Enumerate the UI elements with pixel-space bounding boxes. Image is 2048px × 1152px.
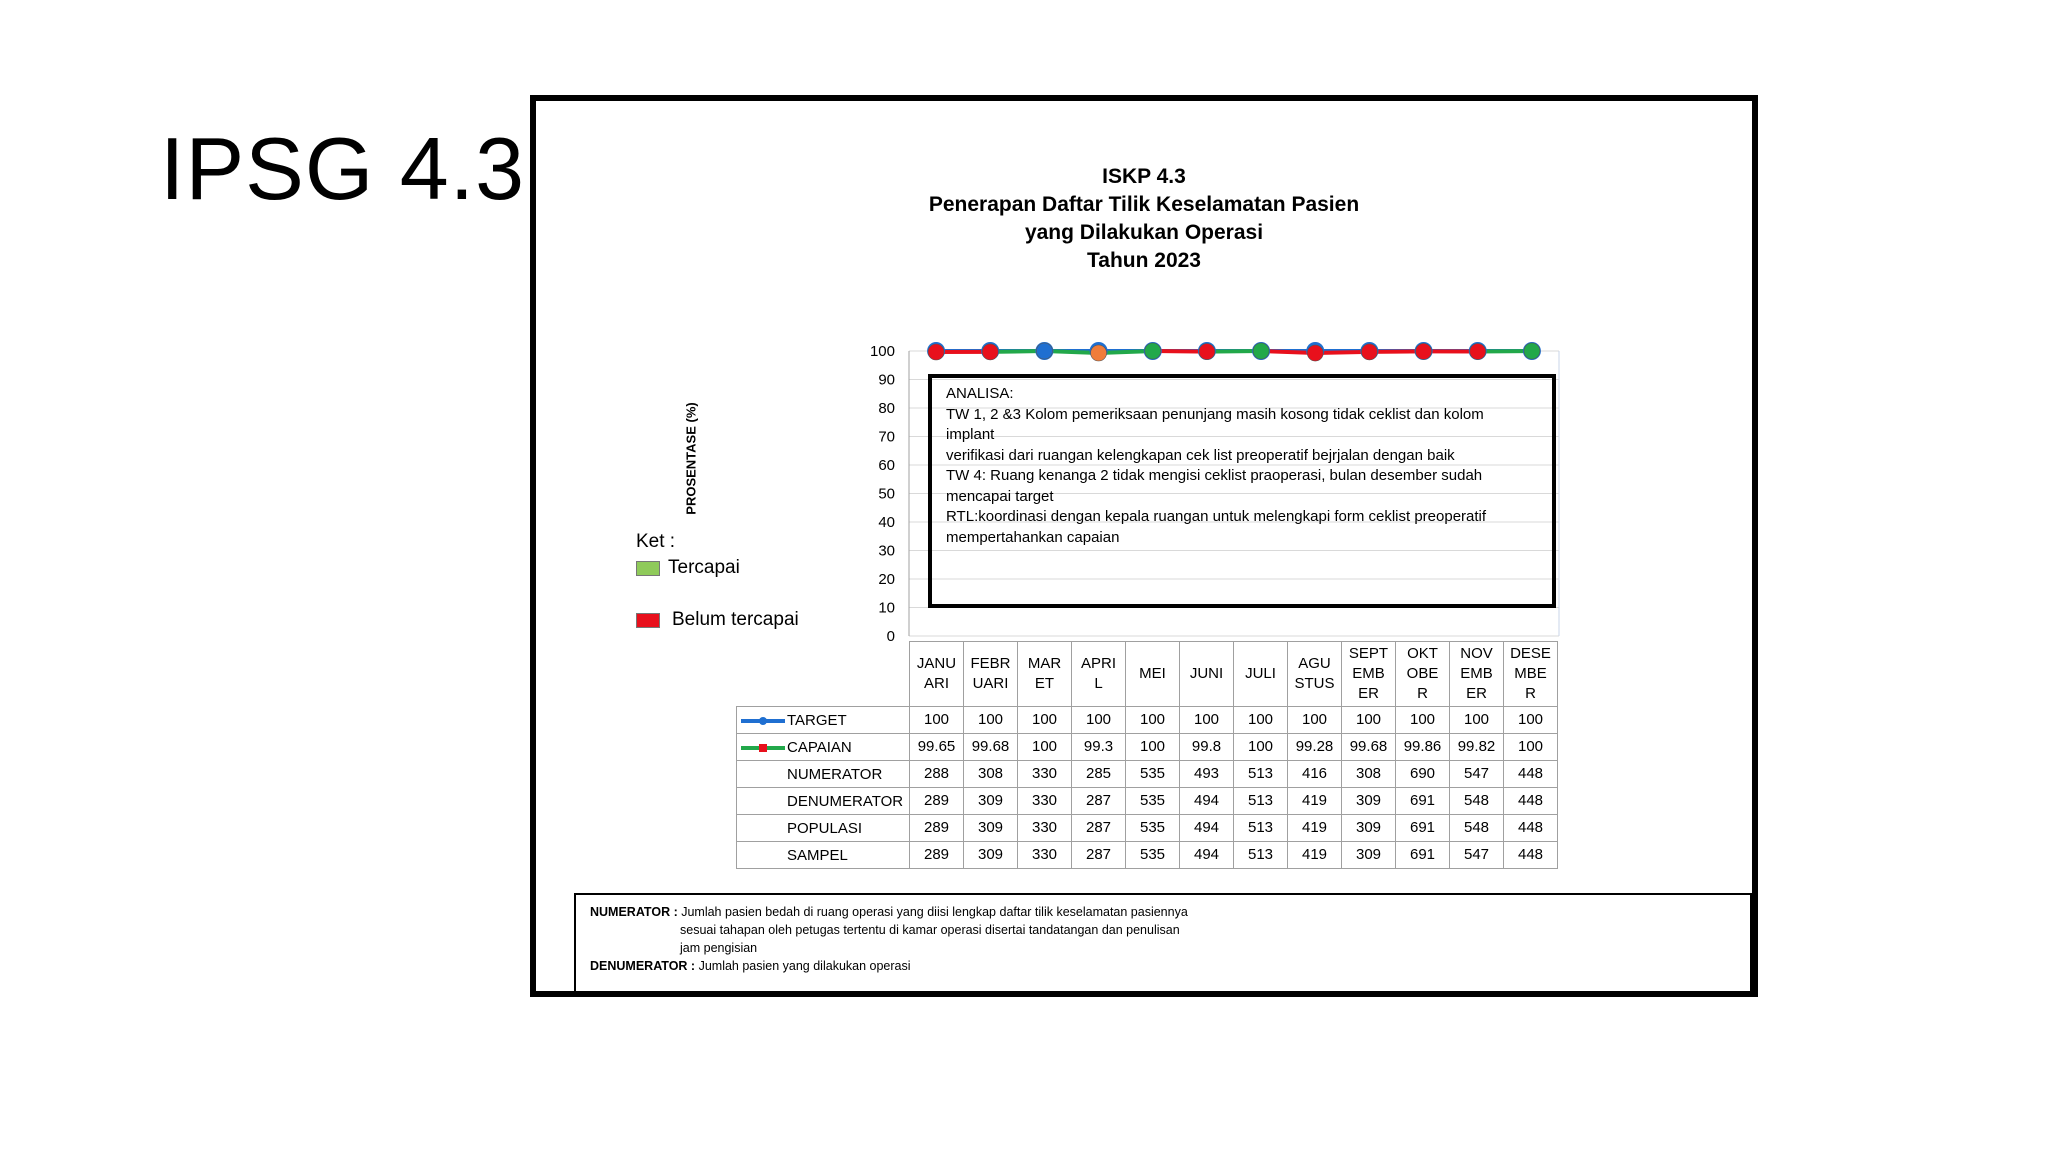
capaian-point — [1091, 345, 1107, 361]
definitions-box — [574, 893, 1752, 995]
table-cell: 448 — [1504, 761, 1558, 788]
table-cell: 419 — [1288, 842, 1342, 869]
table-cell: 691 — [1396, 815, 1450, 842]
x-tick-label — [1342, 642, 1396, 707]
data-table — [736, 641, 1558, 869]
x-tick-label-part: AGU — [1298, 655, 1331, 672]
y-tick-label: 70 — [878, 428, 895, 446]
table-cell: 690 — [1396, 761, 1450, 788]
x-tick-label — [1126, 642, 1180, 707]
table-cell: 494 — [1180, 788, 1234, 815]
x-tick-label-part: EMB — [1352, 665, 1385, 682]
table-cell: 493 — [1180, 761, 1234, 788]
x-tick-label-part: JANU — [916, 655, 957, 672]
legend-label: Belum tercapai — [672, 609, 799, 630]
slide-title: IPSG 4.3 — [160, 119, 526, 218]
row-legend-marker — [741, 717, 785, 725]
x-tick-label-part: EMB — [1460, 665, 1493, 682]
row-header-label: TARGET — [787, 711, 847, 729]
y-tick-label: 20 — [878, 571, 895, 588]
capaian-point — [1470, 344, 1486, 360]
table-cell: 547 — [1450, 842, 1504, 869]
table-corner — [737, 642, 910, 707]
row-header — [737, 734, 910, 761]
table-cell: 287 — [1072, 815, 1126, 842]
row-header-label: SAMPEL — [787, 846, 848, 864]
x-tick-label-part: L — [1094, 675, 1103, 692]
chart-title-line: yang Dilakukan Operasi — [1024, 221, 1264, 244]
table-cell: 494 — [1180, 842, 1234, 869]
capaian-point — [1524, 343, 1540, 359]
capaian-point — [982, 344, 998, 360]
x-tick-label-part: ER — [1466, 685, 1487, 702]
table-cell: 99.68 — [1342, 734, 1396, 761]
table-cell: 287 — [1072, 788, 1126, 815]
x-tick-label-part: MAR — [1027, 655, 1062, 672]
table-cell: 448 — [1504, 815, 1558, 842]
row-header — [737, 815, 910, 842]
y-tick-label: 0 — [886, 628, 895, 641]
row-header — [737, 788, 910, 815]
table-cell: 309 — [964, 842, 1018, 869]
table-cell: 535 — [1126, 815, 1180, 842]
capaian-point — [1253, 343, 1269, 359]
row-header-label: NUMERATOR — [787, 765, 883, 783]
table-cell: 416 — [1288, 761, 1342, 788]
table-cell: 308 — [964, 761, 1018, 788]
x-tick-label-part: JUNI — [1189, 665, 1224, 682]
y-tick-label: 40 — [878, 514, 895, 531]
denumerator-label: DENUMERATOR : — [590, 959, 696, 973]
table-cell: 100 — [1018, 734, 1072, 761]
legend-title: Ket : — [636, 531, 676, 552]
x-tick-label-part: ARI — [923, 675, 949, 692]
table-cell: 100 — [1504, 707, 1558, 734]
x-tick-label-part: MBE — [1514, 665, 1547, 682]
table-cell: 330 — [1018, 788, 1072, 815]
table-row — [737, 842, 1558, 869]
row-header-label: POPULASI — [787, 819, 863, 837]
table-cell: 691 — [1396, 788, 1450, 815]
table-header-row — [737, 642, 1558, 707]
y-tick-label: 100 — [869, 343, 895, 360]
analysis-line: verifikasi dari ruangan kelengkapan cek list preoperatif bejrjalan dengan baik — [946, 446, 1455, 464]
analysis-line: mencapai target — [946, 487, 1054, 505]
table-cell: 330 — [1018, 761, 1072, 788]
x-tick-label — [910, 642, 964, 707]
legend-label: Tercapai — [668, 557, 740, 578]
table-cell: 330 — [1018, 815, 1072, 842]
table-cell: 100 — [964, 707, 1018, 734]
row-header — [737, 842, 910, 869]
table-cell: 100 — [1504, 734, 1558, 761]
analysis-line: TW 4: Ruang kenanga 2 tidak mengisi ceklist praoperasi, bulan desember sudah — [946, 467, 1483, 484]
analysis-line: ANALISA: — [946, 385, 1014, 402]
x-tick-label-part: R — [1525, 685, 1536, 702]
table-row — [737, 788, 1558, 815]
table-row — [737, 734, 1558, 761]
table-cell: 99.8 — [1180, 734, 1234, 761]
x-tick-label — [1504, 642, 1558, 707]
table-cell: 309 — [1342, 788, 1396, 815]
numerator-text-cont: jam pengisian — [680, 941, 758, 955]
row-header — [737, 761, 910, 788]
capaian-point — [1416, 343, 1432, 359]
table-cell: 419 — [1288, 815, 1342, 842]
numerator-definition — [590, 903, 1736, 921]
table-cell: 513 — [1234, 842, 1288, 869]
table-row — [737, 815, 1558, 842]
x-tick-label-part: SEPT — [1348, 645, 1389, 662]
table-cell: 309 — [1342, 842, 1396, 869]
analysis-line: implant — [946, 426, 995, 443]
x-tick-label — [1072, 642, 1126, 707]
capaian-point — [1036, 343, 1052, 359]
denumerator-text: Jumlah pasien yang dilakukan operasi — [698, 959, 911, 973]
table-cell: 513 — [1234, 761, 1288, 788]
table-cell: 308 — [1342, 761, 1396, 788]
x-tick-label-part: UARI — [972, 675, 1009, 692]
table-cell: 100 — [1288, 707, 1342, 734]
table-cell: 285 — [1072, 761, 1126, 788]
row-header-label: CAPAIAN — [787, 738, 852, 756]
table-cell: 99.3 — [1072, 734, 1126, 761]
table-cell: 289 — [910, 788, 964, 815]
x-tick-label-part: DESE — [1510, 645, 1551, 662]
table-cell: 513 — [1234, 815, 1288, 842]
table-cell: 100 — [1072, 707, 1126, 734]
table-cell: 419 — [1288, 788, 1342, 815]
table-row — [737, 761, 1558, 788]
x-tick-label-part: R — [1417, 685, 1428, 702]
capaian-point — [1307, 345, 1323, 361]
table-cell: 99.28 — [1288, 734, 1342, 761]
table-cell: 100 — [1180, 707, 1234, 734]
table-cell: 100 — [1018, 707, 1072, 734]
analysis-line: mempertahankan capaian — [946, 528, 1120, 546]
y-tick-label: 30 — [878, 542, 895, 560]
x-tick-label-part: APRI — [1080, 655, 1116, 672]
x-tick-label-part: OKT — [1407, 645, 1438, 662]
table-cell: 691 — [1396, 842, 1450, 869]
table-cell: 99.82 — [1450, 734, 1504, 761]
x-tick-label — [1234, 642, 1288, 707]
x-tick-label — [1396, 642, 1450, 707]
x-tick-label-part: STUS — [1294, 675, 1335, 692]
chart-frame — [530, 95, 1758, 997]
capaian-point — [1199, 344, 1215, 360]
x-tick-label-part: NOV — [1460, 645, 1493, 662]
table-cell: 100 — [1234, 734, 1288, 761]
capaian-point — [928, 344, 944, 360]
y-tick-label: 90 — [878, 371, 895, 389]
table-cell: 309 — [964, 815, 1018, 842]
x-tick-label — [1288, 642, 1342, 707]
table-cell: 548 — [1450, 788, 1504, 815]
table-cell: 309 — [964, 788, 1018, 815]
table-cell: 99.68 — [964, 734, 1018, 761]
x-tick-label-part: ER — [1358, 685, 1379, 702]
table-cell: 100 — [1450, 707, 1504, 734]
table-cell: 548 — [1450, 815, 1504, 842]
y-tick-label: 80 — [878, 400, 895, 417]
analysis-line: TW 1, 2 &3 Kolom pemeriksaan penunjang masih kosong tidak ceklist dan kolom — [946, 405, 1484, 423]
table-cell: 535 — [1126, 842, 1180, 869]
table-cell: 547 — [1450, 761, 1504, 788]
table-cell: 535 — [1126, 761, 1180, 788]
denumerator-definition — [590, 957, 1736, 975]
row-legend-marker — [741, 744, 785, 752]
chart-title-line: Penerapan Daftar Tilik Keselamatan Pasien — [928, 193, 1360, 216]
table-cell: 494 — [1180, 815, 1234, 842]
x-tick-label — [1180, 642, 1234, 707]
table-cell: 100 — [1126, 734, 1180, 761]
table-cell: 330 — [1018, 842, 1072, 869]
capaian-point — [1361, 344, 1377, 360]
numerator-text-cont: sesuai tahapan oleh petugas tertentu di kamar operasi disertai tandatangan dan penulisan — [680, 923, 1180, 937]
table-row — [737, 707, 1558, 734]
table-cell: 448 — [1504, 842, 1558, 869]
numerator-text: Jumlah pasien bedah di ruang operasi yang diisi lengkap daftar tilik keselamatan pasiennya — [681, 905, 1188, 919]
x-tick-label — [1450, 642, 1504, 707]
table-cell: 100 — [1126, 707, 1180, 734]
table-cell: 100 — [1396, 707, 1450, 734]
x-tick-label-part: MEI — [1139, 665, 1166, 682]
x-tick-label-part: OBE — [1406, 665, 1439, 682]
analysis-line: RTL:koordinasi dengan kepala ruangan untuk melengkapi form ceklist preoperatif — [946, 508, 1487, 525]
table-cell: 289 — [910, 815, 964, 842]
table-cell: 100 — [1234, 707, 1288, 734]
table-cell: 288 — [910, 761, 964, 788]
x-tick-label — [1018, 642, 1072, 707]
x-tick-label-part: ET — [1034, 675, 1055, 692]
y-tick-label: 60 — [878, 457, 895, 474]
table-cell: 100 — [910, 707, 964, 734]
row-header-label: DENUMERATOR — [787, 792, 904, 810]
numerator-label: NUMERATOR : — [590, 905, 678, 919]
analysis-box — [928, 374, 1556, 608]
row-header — [737, 707, 910, 734]
table-cell: 99.65 — [910, 734, 964, 761]
x-tick-label — [964, 642, 1018, 707]
table-cell: 289 — [910, 842, 964, 869]
y-tick-label: 10 — [878, 599, 895, 617]
table-cell: 309 — [1342, 815, 1396, 842]
x-tick-label-part: FEBR — [970, 655, 1011, 672]
chart-title-line: ISKP 4.3 — [1102, 165, 1186, 188]
table-cell: 448 — [1504, 788, 1558, 815]
capaian-point — [1145, 343, 1161, 359]
x-tick-label-part: JULI — [1245, 665, 1276, 682]
table-cell: 287 — [1072, 842, 1126, 869]
table-cell: 99.86 — [1396, 734, 1450, 761]
table-cell: 535 — [1126, 788, 1180, 815]
y-axis-label: PROSENTASE (%) — [683, 402, 699, 515]
table-cell: 513 — [1234, 788, 1288, 815]
y-tick-label: 50 — [878, 485, 895, 503]
chart-title-line: Tahun 2023 — [1087, 249, 1201, 272]
table-cell: 100 — [1342, 707, 1396, 734]
